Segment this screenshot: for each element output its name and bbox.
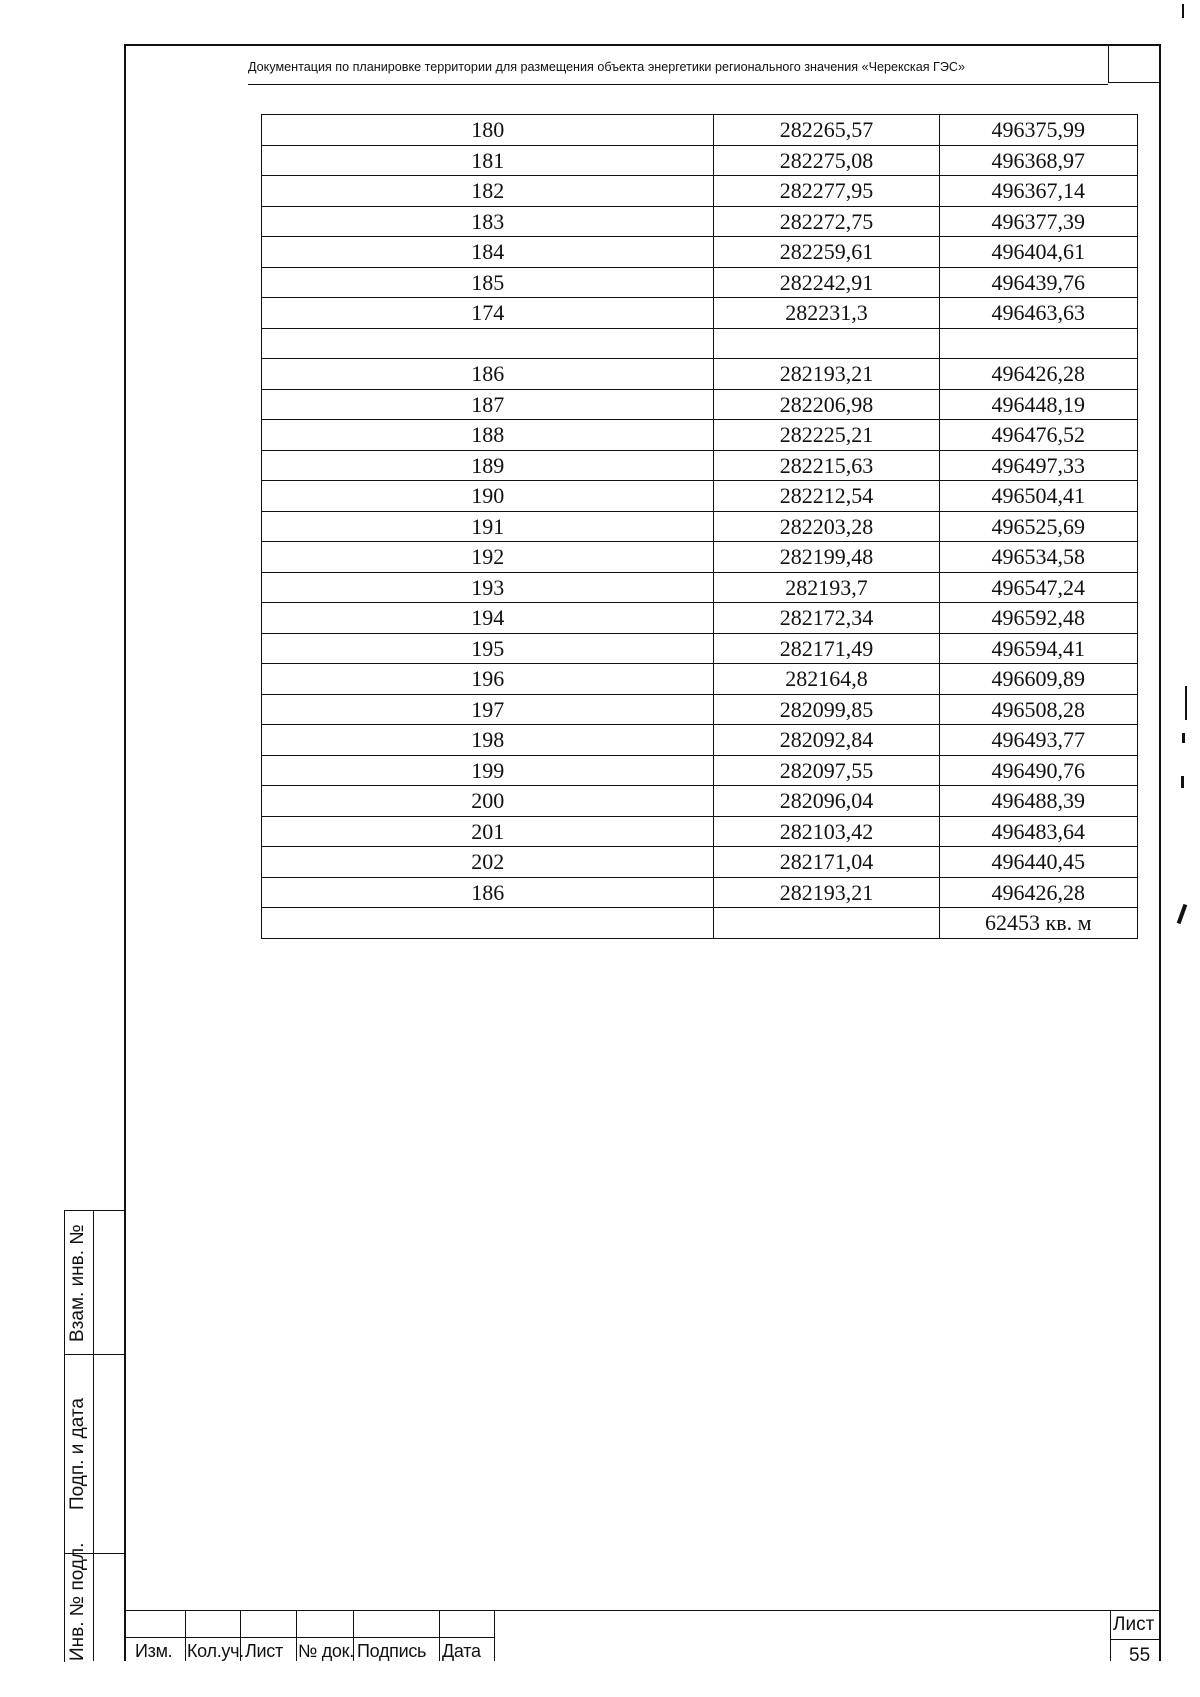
table-row (262, 145, 1138, 176)
y-coordinate-cell: 496488,39 (939, 786, 1137, 817)
point-cell: 199 (262, 755, 714, 786)
header-rule (248, 84, 1108, 85)
table-row (262, 908, 1138, 939)
title-block-divider (439, 1610, 440, 1661)
table-row (262, 359, 1138, 390)
x-coordinate-cell: 282215,63 (714, 450, 939, 481)
title-block-divider (296, 1610, 297, 1661)
x-coordinate-cell: 282206,98 (714, 389, 939, 420)
y-coordinate-cell: 496476,52 (939, 420, 1137, 451)
point-cell: 181 (262, 145, 714, 176)
title-block-label-n-dok: № док. (298, 1641, 354, 1661)
title-block-divider (494, 1610, 495, 1661)
table-row (262, 755, 1138, 786)
point-cell: 192 (262, 542, 714, 573)
table-row (262, 725, 1138, 756)
point-cell: 186 (262, 359, 714, 390)
point-cell: 185 (262, 267, 714, 298)
x-coordinate-cell: 282199,48 (714, 542, 939, 573)
table-row (262, 298, 1138, 329)
y-coordinate-cell: 496367,14 (939, 176, 1137, 207)
point-cell (262, 908, 714, 939)
table-row (262, 328, 1138, 359)
point-cell: 198 (262, 725, 714, 756)
y-coordinate-cell: 496534,58 (939, 542, 1137, 573)
y-coordinate-cell: 496368,97 (939, 145, 1137, 176)
y-coordinate-cell: 496504,41 (939, 481, 1137, 512)
table-row (262, 786, 1138, 817)
y-coordinate-cell: 496404,61 (939, 237, 1137, 268)
x-coordinate-cell: 282193,21 (714, 359, 939, 390)
y-coordinate-cell: 496426,28 (939, 359, 1137, 390)
point-cell: 187 (262, 389, 714, 420)
x-coordinate-cell: 282193,7 (714, 572, 939, 603)
y-coordinate-cell: 496594,41 (939, 633, 1137, 664)
x-coordinate-cell: 282172,34 (714, 603, 939, 634)
title-block-label-data: Дата (442, 1641, 481, 1661)
x-coordinate-cell (714, 908, 939, 939)
point-cell: 189 (262, 450, 714, 481)
y-coordinate-cell: 496592,48 (939, 603, 1137, 634)
title-block-top-rule (124, 1610, 1160, 1611)
y-coordinate-cell: 496439,76 (939, 267, 1137, 298)
point-cell: 197 (262, 694, 714, 725)
x-coordinate-cell: 282212,54 (714, 481, 939, 512)
y-coordinate-cell (939, 328, 1137, 359)
sheet-label: Лист (1113, 1614, 1155, 1635)
point-cell: 190 (262, 481, 714, 512)
y-coordinate-cell: 62453 кв. м (939, 908, 1137, 939)
point-cell: 182 (262, 176, 714, 207)
y-coordinate-cell: 496609,89 (939, 664, 1137, 695)
sheet-number-box-rule (1110, 1639, 1159, 1640)
x-coordinate-cell: 282099,85 (714, 694, 939, 725)
x-coordinate-cell: 282171,04 (714, 847, 939, 878)
y-coordinate-cell: 496490,76 (939, 755, 1137, 786)
point-cell: 201 (262, 816, 714, 847)
scan-mark (1177, 904, 1188, 924)
frame-right-border (1159, 44, 1161, 1661)
table-row (262, 206, 1138, 237)
x-coordinate-cell: 282242,91 (714, 267, 939, 298)
point-cell: 188 (262, 420, 714, 451)
table-row (262, 877, 1138, 908)
table-row (262, 572, 1138, 603)
x-coordinate-cell: 282171,49 (714, 633, 939, 664)
x-coordinate-cell (714, 328, 939, 359)
table-row (262, 389, 1138, 420)
coordinates-table (261, 114, 1138, 939)
point-cell (262, 328, 714, 359)
side-stamp-divider (93, 1210, 94, 1661)
scan-mark (1185, 686, 1187, 720)
table-row (262, 603, 1138, 634)
title-block-label-izm: Изм. (135, 1641, 173, 1661)
table-row (262, 694, 1138, 725)
x-coordinate-cell: 282259,61 (714, 237, 939, 268)
table-row (262, 420, 1138, 451)
table-row (262, 847, 1138, 878)
title-block-label-kol-uch: Кол.уч. (187, 1641, 244, 1661)
y-coordinate-cell: 496440,45 (939, 847, 1137, 878)
y-coordinate-cell: 496463,63 (939, 298, 1137, 329)
table-row (262, 816, 1138, 847)
table-row (262, 237, 1138, 268)
x-coordinate-cell: 282103,42 (714, 816, 939, 847)
side-stamp-rule-1 (64, 1354, 124, 1355)
table-row (262, 115, 1138, 146)
x-coordinate-cell: 282231,3 (714, 298, 939, 329)
scan-mark (1181, 776, 1184, 788)
x-coordinate-cell: 282272,75 (714, 206, 939, 237)
sheet-number: 55 (1129, 1645, 1151, 1666)
frame-top-border (124, 44, 1160, 46)
point-cell: 202 (262, 847, 714, 878)
point-cell: 193 (262, 572, 714, 603)
point-cell: 196 (262, 664, 714, 695)
point-cell: 191 (262, 511, 714, 542)
frame-corner-box (1108, 44, 1160, 83)
point-cell: 174 (262, 298, 714, 329)
point-cell: 186 (262, 877, 714, 908)
title-block-divider (185, 1610, 186, 1661)
side-label-vzam-inv: Взам. инв. № (67, 1224, 88, 1342)
table-row (262, 542, 1138, 573)
table-row (262, 664, 1138, 695)
point-cell: 184 (262, 237, 714, 268)
title-block-label-list: Лист (245, 1641, 283, 1661)
point-cell: 195 (262, 633, 714, 664)
table-row (262, 267, 1138, 298)
table-row (262, 511, 1138, 542)
y-coordinate-cell: 496375,99 (939, 115, 1137, 146)
x-coordinate-cell: 282097,55 (714, 755, 939, 786)
coordinates-table-body (262, 115, 1138, 939)
x-coordinate-cell: 282265,57 (714, 115, 939, 146)
x-coordinate-cell: 282096,04 (714, 786, 939, 817)
point-cell: 200 (262, 786, 714, 817)
y-coordinate-cell: 496508,28 (939, 694, 1137, 725)
x-coordinate-cell: 282092,84 (714, 725, 939, 756)
x-coordinate-cell: 282275,08 (714, 145, 939, 176)
y-coordinate-cell: 496493,77 (939, 725, 1137, 756)
y-coordinate-cell: 496377,39 (939, 206, 1137, 237)
point-cell: 183 (262, 206, 714, 237)
x-coordinate-cell: 282277,95 (714, 176, 939, 207)
point-cell: 194 (262, 603, 714, 634)
y-coordinate-cell: 496497,33 (939, 450, 1137, 481)
table-row (262, 450, 1138, 481)
table-row (262, 633, 1138, 664)
scan-mark (1182, 4, 1184, 18)
y-coordinate-cell: 496525,69 (939, 511, 1137, 542)
document-header-title: Документация по планировке территории для размещения объекта энергетики регионального значения «Черекская ГЭС» (248, 60, 966, 74)
title-block-label-podpis: Подпись (357, 1641, 427, 1661)
scan-mark (1182, 733, 1185, 743)
x-coordinate-cell: 282203,28 (714, 511, 939, 542)
y-coordinate-cell: 496547,24 (939, 572, 1137, 603)
side-label-podp-data: Подп. и дата (67, 1398, 88, 1510)
y-coordinate-cell: 496483,64 (939, 816, 1137, 847)
x-coordinate-cell: 282225,21 (714, 420, 939, 451)
point-cell: 180 (262, 115, 714, 146)
table-row (262, 176, 1138, 207)
y-coordinate-cell: 496448,19 (939, 389, 1137, 420)
y-coordinate-cell: 496426,28 (939, 877, 1137, 908)
x-coordinate-cell: 282164,8 (714, 664, 939, 695)
table-row (262, 481, 1138, 512)
x-coordinate-cell: 282193,21 (714, 877, 939, 908)
side-label-inv-podl: Инв. № подл. (67, 1542, 88, 1661)
